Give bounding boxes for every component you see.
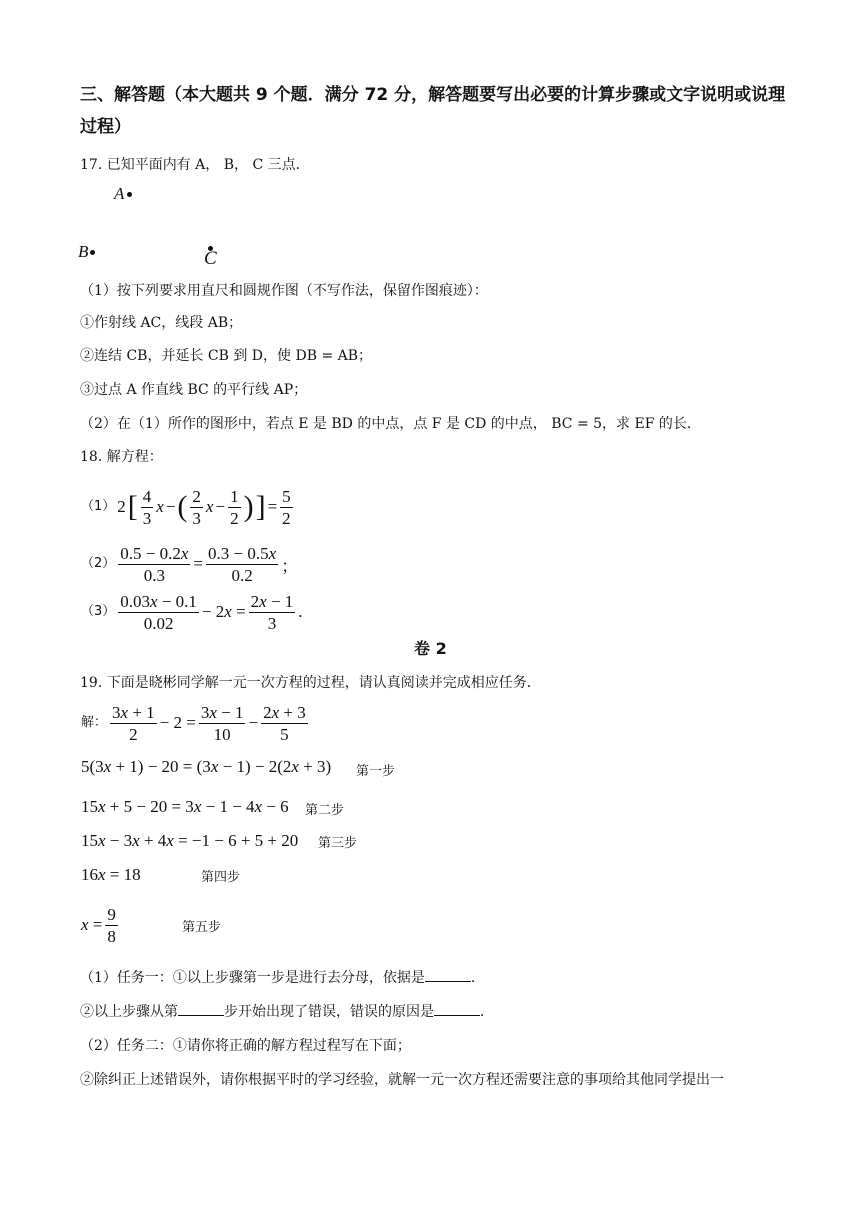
step3-equation: 15x − 3x + 4x = −1 − 6 + 5 + 20 xyxy=(81,831,299,850)
step5-label: 第五步 xyxy=(182,920,222,935)
q17-part2: （2）在（1）所作的图形中，若点 E 是 BD 的中点，点 F 是 CD 的中点， BC = 5，求 EF 的长． xyxy=(80,416,701,432)
point-a-dot xyxy=(127,192,132,197)
task2a: （2）任务二：①请你将正确的解方程过程写在下面； xyxy=(80,1038,411,1054)
volume-label: 卷 2 xyxy=(414,639,447,658)
q17-part1-title: （1）按下列要求用直尺和圆规作图（不写作法，保留作图痕迹）： xyxy=(80,283,488,299)
step1-equation: 5(3x + 1) − 20 = (3x − 1) − 2(2x + 3) xyxy=(81,757,332,776)
q17-item3: ③过点 A 作直线 BC 的平行线 AP； xyxy=(80,382,308,398)
point-c-label: C xyxy=(204,248,217,269)
answer-blank-1[interactable] xyxy=(425,969,471,982)
point-b-label: B xyxy=(78,242,89,261)
task1b-end: ． xyxy=(480,1004,494,1020)
answer-blank-3[interactable] xyxy=(434,1003,480,1016)
task1a-text: （1）任务一：①以上步骤第一步是进行去分母，依据是 xyxy=(80,970,425,986)
q17-item2: ②连结 CB，并延长 CB 到 D，使 DB = AB； xyxy=(80,348,373,364)
task1a-end: ． xyxy=(470,970,485,986)
task1a xyxy=(80,969,485,987)
task1b-mid: 步开始出现了错误，错误的原因是 xyxy=(224,1004,434,1020)
q19-intro: 19. 下面是晓彬同学解一元一次方程的过程，请认真阅读并完成相应任务． xyxy=(80,675,541,691)
task1b xyxy=(80,1003,494,1021)
section-title-line1: 三、解答题（本大题共 9 个题．满分 72 分，解答题要写出必要的计算步骤或文字说明或说理 xyxy=(80,85,786,105)
q17-item1: ①作射线 AC，线段 AB； xyxy=(80,315,243,331)
step4-label: 第四步 xyxy=(201,870,241,885)
q18-title: 18. 解方程： xyxy=(80,449,163,465)
step5-equation: x = $\frac{9}{8}$ xyxy=(81,904,116,946)
q17-intro: 17. 已知平面内有 A， B， C 三点． xyxy=(80,157,310,173)
eq3-label: （3） xyxy=(81,604,116,619)
q19-equation: 解： $\frac{3x + 1}{2}$ − 2 = $\frac{3x - 1}{10}$ − $\frac{2x + 3}{5}$ xyxy=(81,702,306,744)
point-b-dot xyxy=(90,250,95,255)
answer-blank-2[interactable] xyxy=(178,1003,224,1016)
step1-label: 第一步 xyxy=(356,764,396,779)
section-title-line2: 过程） xyxy=(80,117,131,137)
equation-18-1: （1） 2 [ $\frac{4}{3}$ x − ( $\frac{2}{3}$ x − $\frac{1}{2}$ ) ] = $\frac{5}{2}$ xyxy=(81,486,291,528)
eq1-label: （1） xyxy=(81,499,116,514)
step2-equation: 15x + 5 − 20 = 3x − 1 − 4x − 6 xyxy=(81,797,289,816)
task1b-text: ②以上步骤从第 xyxy=(80,1004,178,1020)
eq2-label: （2） xyxy=(81,556,116,571)
step2-label: 第二步 xyxy=(305,803,345,818)
step3-label: 第三步 xyxy=(318,836,358,851)
solution-label: 解： xyxy=(81,715,108,730)
equation-18-2: （2） $\frac{0.5 - 0.2x}{0.3}$ = $\frac{0.3 - 0.5x}{0.2}$ ； xyxy=(81,543,299,585)
equation-18-3: （3） $\frac{0.03x - 0.1}{0.02}$ − 2x = $\frac{2x - 1}{3}$ . xyxy=(81,591,303,633)
step4-equation: 16x = 18 xyxy=(81,865,141,884)
task2b: ②除纠正上述错误外，请你根据平时的学习经验，就解一元一次方程还需要注意的事项给其他同学提出一 xyxy=(80,1072,724,1088)
point-a-label: A xyxy=(114,184,125,203)
q17-point-figure xyxy=(80,178,280,270)
